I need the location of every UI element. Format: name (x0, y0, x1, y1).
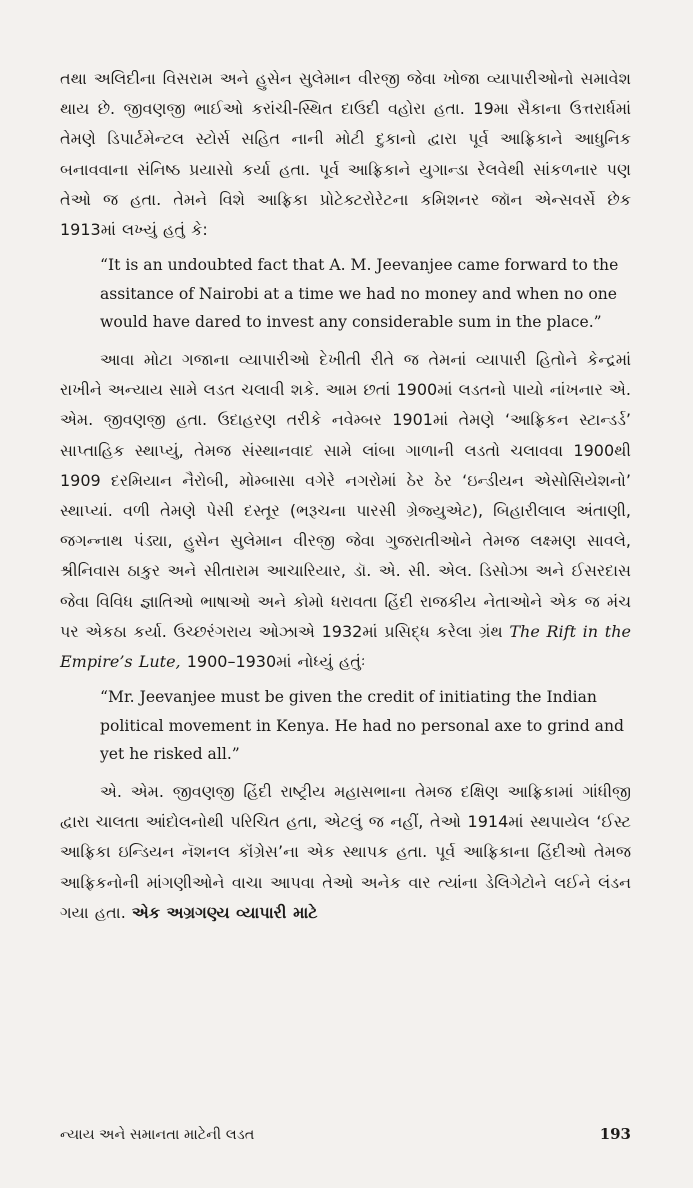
quote-text: “It is an undoubted fact that A. M. Jeevanjee came forward to the assitance of Nairobi at a time we had no money and when no one would have dared to invest any considerable sum in the place.” (100, 256, 619, 332)
book-title: The Rift in the Empire’s Lute, (60, 621, 631, 672)
paragraph-3-text: એ. એમ. જીવણજી હિંદી રાષ્ટ્રીય મહાસભાના તેમજ દક્ષિણ આફ્રિકામાં ગાંધીજી દ્વારા ચાલતા આંદોલનોથી પરિચિત હતા, એટલું જ નહીં, તેઓ 1914માં સ્થપાયેલ ‘ઈસ્ટ આફ્રિકા ઇન્ડિયન નૅશનલ કૉંગ્રેસ’ના એક સ્થાપક હતા. પૂર્વ આફ્રિકાના હિંદીઓ તેમજ આફ્રિકનોની માંગણીઓને વાચા આપવા તેઓ અનેક વાર ત્યાંના ડેલિગેટોને લઈને લંડન ગયા હતા. (60, 782, 631, 922)
block-quote-ojha (100, 677, 631, 777)
paragraph-2-tail: 1900–1930માં નોધ્યું હતુંઃ (186, 652, 366, 672)
paragraph-1: તથા અલિદીના વિસરામ અને હુસેન સુલેમાન વીરજી જેવા ખોજા વ્યાપારીઓનો સમાવેશ થાય છે. જીવણજી ભાઈઓ કરાંચી-સ્થિત દાઉદી વહોરા હતા. 19મા સૈકાના ઉત્તરાર્ધમાં તેમણે ડિપાર્ટમેન્ટલ સ્ટોર્સ સહિત નાની મોટી દુકાનો દ્વારા પૂર્વ આફ્રિકાને આધુનિક બનાવવાના સંનિષ્ઠ પ્રયાસો કર્યા હતા. પૂર્વ આફ્રિકાને યુગાન્ડા રેલવેથી સાંકળનાર પણ તેઓ જ હતા. તેમને વિશે આફ્રિકા પ્રોટેક્ટરોરેટના કમિશનર જૉન એન્સવર્સે છેક 1913માં લખ્યું હતું કે: (60, 69, 631, 240)
page-number: 193 (599, 1125, 631, 1143)
block-quote-ainsworth (100, 245, 631, 345)
paragraph-2 (60, 345, 631, 677)
paragraph-3-bold-run: એક અગ્રગણ્ય વ્યાપારી માટે (131, 902, 318, 922)
quote-text: “Mr. Jeevanjee must be given the credit of initiating the Indian political movement in Kenya. He had no personal axe to grind and yet he risked all.” (100, 688, 624, 764)
paragraph-3 (60, 777, 631, 928)
running-footer-title: ન્યાય અને સમાનતા માટેની લડત (60, 1127, 255, 1143)
page-footer (60, 1125, 631, 1143)
paragraph-2-text: આવા મોટા ગજાના વ્યાપારીઓ દેખીતી રીતે જ તેમનાં વ્યાપારી હિતોને કેન્દ્રમાં રાખીને અન્યાય સામે લડત ચલાવી શકે. આમ છતાં 1900માં લડતનો પાયો નાંખનાર એ. એમ. જીવણજી હતા. ઉદાહરણ તરીકે નવેમ્બર 1901માં તેમણે ‘આફ્રિકન સ્ટાન્ડર્ડ’ સાપ્તાહિક સ્થાપ્યું, તેમજ સંસ્થાનવાદ સામે લાંબા ગાળાની લડતો ચલાવવા 1900થી 1909 દરમિયાન નૈરોબી, મોમ્બાસા વગેરે નગરોમાં ઠેર ઠેર ‘ઇન્ડીયન એસોસિયેશનો’ સ્થાપ્યાં. વળી તેમણે પેસી દસ્તૂર (ભરૂચના પારસી ગ્રેજ્યુએટ), બિહારીલાલ અંતાણી, જગન્નાથ પંડ્યા, હુસેન સુલેમાન વીરજી જેવા ગુજરાતીઓને તેમજ લક્ષ્મણ સાવલે, શ્રીનિવાસ ઠાકુર અને સીતારામ આચારિયાર, ડૉ. એ. સી. એલ. ડિસોઝા અને ઈસરદાસ જેવા વિવિધ જ્ઞાતિઓ ભાષાઓ અને કોમો ધરાવતા હિંદી રાજકીય નેતાઓને એક જ મંચ પર એકઠા કર્યા. ઉચ્છરંગરાય ઓઝાએ 1932માં પ્રસિદ્ધ કરેલા ગ્રંથ (60, 350, 631, 641)
